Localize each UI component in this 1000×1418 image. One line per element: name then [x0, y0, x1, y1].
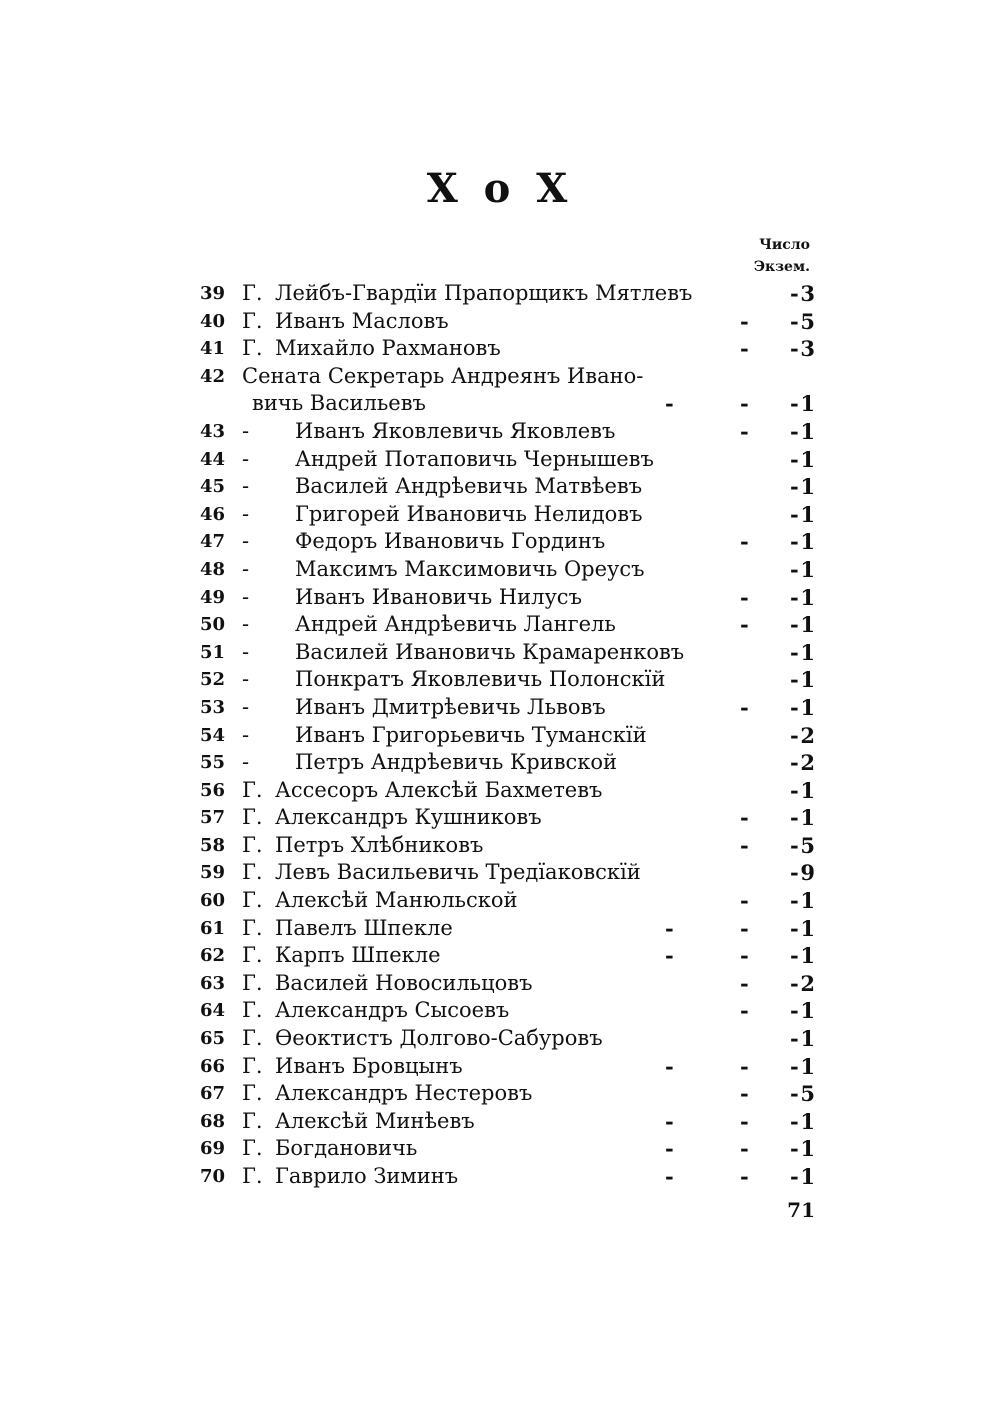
copies-count: 1 — [800, 1164, 815, 1189]
copies-count: 1 — [800, 777, 815, 803]
quantity-column-header — [730, 234, 810, 278]
copies-count: 1 — [800, 915, 815, 941]
entry-number: 54 — [200, 724, 226, 746]
entry-name: Иванъ Дмитрѣевичь Львовъ — [295, 694, 606, 719]
leader-dash: - — [790, 584, 799, 610]
entry-name: Василей Андрѣевичь Матвѣевъ — [295, 474, 643, 499]
leader-dash: - — [740, 943, 749, 969]
list-item — [195, 584, 815, 612]
entry-mark: Г. — [242, 281, 263, 305]
entry-name: Левъ Васильевичь Тредїаковскїй — [275, 860, 641, 885]
leader-dash: - — [740, 418, 749, 444]
entry-name: Федоръ Ивановичь Гординъ — [295, 529, 606, 554]
entry-name: Григорей Ивановичь Нелидовъ — [295, 501, 643, 526]
page-ornament: X o X — [426, 165, 574, 212]
leader-dash: - — [790, 1053, 799, 1079]
list-item — [195, 970, 815, 998]
entry-number: 47 — [200, 531, 226, 553]
entry-name: Иванъ Григорьевичь Туманскїй — [295, 722, 647, 747]
entry-mark: - — [242, 418, 250, 443]
list-item — [195, 1053, 815, 1081]
entry-name: Иванъ Ивановичь Нилусъ — [295, 584, 582, 609]
entry-mark: - — [242, 612, 250, 637]
entry-number: 46 — [200, 503, 226, 525]
list-item — [195, 308, 815, 336]
list-item — [195, 1025, 815, 1053]
entry-number: 68 — [200, 1110, 226, 1132]
column-label-line2: Экзем. — [753, 259, 810, 275]
entry-mark: - — [242, 556, 250, 581]
list-item — [195, 777, 815, 805]
entry-name: Гаврило Зиминъ — [275, 1164, 459, 1188]
entry-number: 42 — [200, 365, 226, 387]
entry-number: 67 — [200, 1083, 226, 1105]
leader-dash: - — [790, 446, 799, 472]
leader-dash: - — [790, 281, 799, 306]
entry-name: Иванъ Яковлевичь Яковлевъ — [295, 418, 616, 443]
copies-count: 1 — [800, 805, 815, 831]
list-item — [195, 1163, 815, 1191]
list-item — [195, 280, 815, 308]
entry-name: Василей Новосильцовъ — [275, 970, 533, 995]
leader-dash: - — [665, 1053, 674, 1079]
entry-name: Александръ Нестеровъ — [275, 1081, 533, 1106]
list-item — [195, 749, 815, 777]
list-item — [195, 390, 815, 418]
entry-name: Богдановичь — [275, 1136, 418, 1161]
copies-count: 3 — [800, 336, 815, 362]
entry-name: Михайло Рахмановъ — [275, 336, 501, 361]
leader-dash: - — [740, 970, 749, 996]
entry-name: Сената Секретарь Андреянъ Ивано- — [242, 363, 644, 388]
copies-count: 1 — [800, 1026, 815, 1052]
leader-dash: - — [790, 1164, 799, 1189]
leader-dash: - — [790, 943, 799, 969]
copies-count: 1 — [800, 391, 815, 417]
entry-name: Александръ Сысоевъ — [275, 998, 510, 1023]
copies-count: 1 — [800, 501, 815, 527]
leader-dash: - — [740, 832, 749, 858]
entry-number: 39 — [200, 283, 226, 304]
list-item — [195, 942, 815, 970]
list-item — [195, 1080, 815, 1108]
leader-dash: - — [790, 860, 799, 886]
entry-mark: - — [242, 446, 250, 471]
list-item — [195, 804, 815, 832]
entry-name: Понкратъ Яковлевичь Полонскїй — [295, 667, 666, 692]
entry-mark: - — [242, 584, 250, 609]
copies-count: 1 — [800, 639, 815, 665]
leader-dash: - — [740, 888, 749, 914]
leader-dash: - — [740, 584, 749, 610]
entry-mark: Г. — [242, 1164, 263, 1188]
entry-name: Алексѣй Минѣевъ — [275, 1108, 475, 1133]
leader-dash: - — [790, 722, 799, 748]
entry-name: Ѳеоктистъ Долгово-Сабуровъ — [275, 1026, 603, 1051]
leader-dash: - — [790, 612, 799, 638]
copies-count: 1 — [800, 1108, 815, 1134]
leader-dash: - — [665, 1164, 674, 1189]
leader-dash: - — [740, 694, 749, 720]
entry-number: 69 — [200, 1138, 226, 1160]
list-item — [195, 1108, 815, 1136]
leader-dash: - — [665, 915, 674, 941]
copies-count: 5 — [800, 1081, 815, 1107]
copies-count: 1 — [800, 998, 815, 1024]
leader-dash: - — [790, 750, 799, 776]
entry-mark: - — [242, 501, 250, 526]
entry-mark: - — [242, 722, 250, 747]
list-item — [195, 1135, 815, 1163]
entry-number: 58 — [200, 834, 226, 856]
copies-count: 1 — [800, 529, 815, 555]
entry-number: 49 — [200, 586, 226, 608]
leader-dash: - — [790, 529, 799, 555]
entry-mark: Г. — [242, 915, 263, 940]
leader-dash: - — [790, 805, 799, 831]
entry-number: 66 — [200, 1055, 226, 1077]
entry-mark: - — [242, 750, 250, 775]
copies-count: 9 — [800, 860, 815, 886]
copies-count: 2 — [800, 970, 815, 996]
copies-count: 5 — [800, 832, 815, 858]
entry-mark: Г. — [242, 1136, 263, 1161]
entry-name: Василей Ивановичь Крамаренковъ — [295, 639, 685, 664]
leader-dash: - — [790, 998, 799, 1024]
copies-count: 1 — [800, 584, 815, 610]
entry-mark: Г. — [242, 1108, 263, 1133]
entry-mark: Г. — [242, 888, 263, 913]
entry-mark: - — [242, 694, 250, 719]
leader-dash: - — [790, 915, 799, 941]
entry-number: 70 — [200, 1166, 226, 1187]
entry-number: 43 — [200, 420, 226, 442]
list-item — [195, 832, 815, 860]
leader-dash: - — [665, 391, 674, 417]
leader-dash: - — [790, 888, 799, 914]
list-item — [195, 556, 815, 584]
entry-number: 60 — [200, 890, 226, 912]
entry-number: 50 — [200, 614, 226, 636]
leader-dash: - — [790, 501, 799, 527]
entry-name: Лейбъ-Гвардїи Прапорщикъ Мятлевъ — [275, 281, 693, 305]
entry-mark: Г. — [242, 970, 263, 995]
entry-mark: - — [242, 474, 250, 499]
leader-dash: - — [740, 1136, 749, 1162]
list-item — [195, 473, 815, 501]
leader-dash: - — [740, 336, 749, 362]
entry-mark: Г. — [242, 336, 263, 361]
entry-mark: Г. — [242, 943, 263, 968]
copies-count: 1 — [800, 474, 815, 500]
entry-mark: Г. — [242, 998, 263, 1023]
leader-dash: - — [740, 998, 749, 1024]
leader-dash: - — [790, 639, 799, 665]
page-catchword: 71 — [787, 1198, 815, 1222]
leader-dash: - — [665, 943, 674, 969]
entry-number: 61 — [200, 917, 226, 939]
subscriber-list — [195, 280, 815, 1191]
copies-count: 1 — [800, 943, 815, 969]
entry-name: Ассесоръ Алексѣй Бахметевъ — [275, 777, 603, 802]
entry-name: Петръ Андрѣевичь Кривской — [295, 750, 618, 775]
leader-dash: - — [790, 667, 799, 693]
entry-name: Карпъ Шпекле — [275, 943, 441, 968]
list-item — [195, 501, 815, 529]
list-item — [195, 666, 815, 694]
copies-count: 3 — [800, 281, 815, 306]
copies-count: 2 — [800, 750, 815, 776]
entry-mark: - — [242, 667, 250, 692]
leader-dash: - — [790, 474, 799, 500]
copies-count: 1 — [800, 556, 815, 582]
leader-dash: - — [665, 1108, 674, 1134]
entry-number: 40 — [200, 310, 226, 332]
list-item — [195, 611, 815, 639]
copies-count: 1 — [800, 1053, 815, 1079]
entry-name: Максимъ Максимовичь Ореусъ — [295, 556, 645, 581]
leader-dash: - — [790, 336, 799, 362]
leader-dash: - — [790, 694, 799, 720]
entry-number: 44 — [200, 448, 226, 470]
column-label-line1: Число — [759, 237, 810, 253]
entry-number: 59 — [200, 862, 226, 884]
leader-dash: - — [740, 391, 749, 417]
list-item — [195, 363, 815, 391]
entry-name: Андрей Потаповичь Чернышевъ — [295, 446, 654, 471]
entry-mark: Г. — [242, 1081, 263, 1106]
leader-dash: - — [790, 391, 799, 417]
leader-dash: - — [790, 1081, 799, 1107]
entry-number: 45 — [200, 476, 226, 498]
leader-dash: - — [790, 1136, 799, 1162]
list-item — [195, 446, 815, 474]
entry-mark: Г. — [242, 860, 263, 885]
leader-dash: - — [790, 1026, 799, 1052]
entry-number: 57 — [200, 807, 226, 829]
list-item — [195, 418, 815, 446]
entry-name: Александръ Кушниковъ — [275, 805, 542, 830]
copies-count: 1 — [800, 612, 815, 638]
copies-count: 1 — [800, 667, 815, 693]
entry-number: 62 — [200, 945, 226, 967]
copies-count: 2 — [800, 722, 815, 748]
entry-name: Павелъ Шпекле — [275, 915, 453, 940]
list-item — [195, 694, 815, 722]
entry-number: 65 — [200, 1028, 226, 1050]
leader-dash: - — [790, 418, 799, 444]
leader-dash: - — [790, 970, 799, 996]
entry-mark: Г. — [242, 1053, 263, 1078]
entry-number: 56 — [200, 779, 226, 801]
leader-dash: - — [665, 1136, 674, 1162]
list-item — [195, 722, 815, 750]
entry-mark: Г. — [242, 777, 263, 802]
entry-name: вичь Васильевъ — [252, 391, 426, 416]
leader-dash: - — [740, 308, 749, 334]
copies-count: 1 — [800, 888, 815, 914]
entry-mark: Г. — [242, 308, 263, 333]
entry-number: 48 — [200, 558, 226, 580]
leader-dash: - — [790, 1108, 799, 1134]
leader-dash: - — [740, 529, 749, 555]
copies-count: 1 — [800, 1136, 815, 1162]
copies-count: 1 — [800, 446, 815, 472]
entry-number: 41 — [200, 338, 226, 360]
entry-name: Андрей Андрѣевичь Лангель — [295, 612, 616, 637]
entry-number: 64 — [200, 1000, 226, 1022]
entry-name: Алексѣй Манюльской — [275, 888, 518, 913]
entry-number: 55 — [200, 752, 226, 774]
entry-name: Петръ Хлѣбниковъ — [275, 832, 484, 857]
copies-count: 1 — [800, 694, 815, 720]
list-item — [195, 859, 815, 887]
entry-number: 53 — [200, 696, 226, 718]
entry-number: 52 — [200, 669, 226, 691]
list-item — [195, 887, 815, 915]
leader-dash: - — [790, 832, 799, 858]
entry-mark: Г. — [242, 832, 263, 857]
leader-dash: - — [740, 612, 749, 638]
leader-dash: - — [740, 1081, 749, 1107]
entry-name: Иванъ Бровцынъ — [275, 1053, 463, 1078]
entry-mark: Г. — [242, 805, 263, 830]
leader-dash: - — [740, 805, 749, 831]
entry-mark: Г. — [242, 1026, 263, 1051]
leader-dash: - — [790, 777, 799, 803]
entry-mark: - — [242, 529, 250, 554]
leader-dash: - — [790, 556, 799, 582]
entry-mark: - — [242, 639, 250, 664]
copies-count: 5 — [800, 308, 815, 334]
list-item — [195, 915, 815, 943]
entry-name: Иванъ Масловъ — [275, 308, 449, 333]
leader-dash: - — [790, 308, 799, 334]
list-item — [195, 997, 815, 1025]
copies-count: 1 — [800, 418, 815, 444]
leader-dash: - — [740, 1164, 749, 1189]
list-item — [195, 528, 815, 556]
leader-dash: - — [740, 915, 749, 941]
entry-number: 51 — [200, 641, 226, 663]
list-item — [195, 639, 815, 667]
list-item — [195, 335, 815, 363]
leader-dash: - — [740, 1053, 749, 1079]
leader-dash: - — [740, 1108, 749, 1134]
entry-number: 63 — [200, 972, 226, 994]
